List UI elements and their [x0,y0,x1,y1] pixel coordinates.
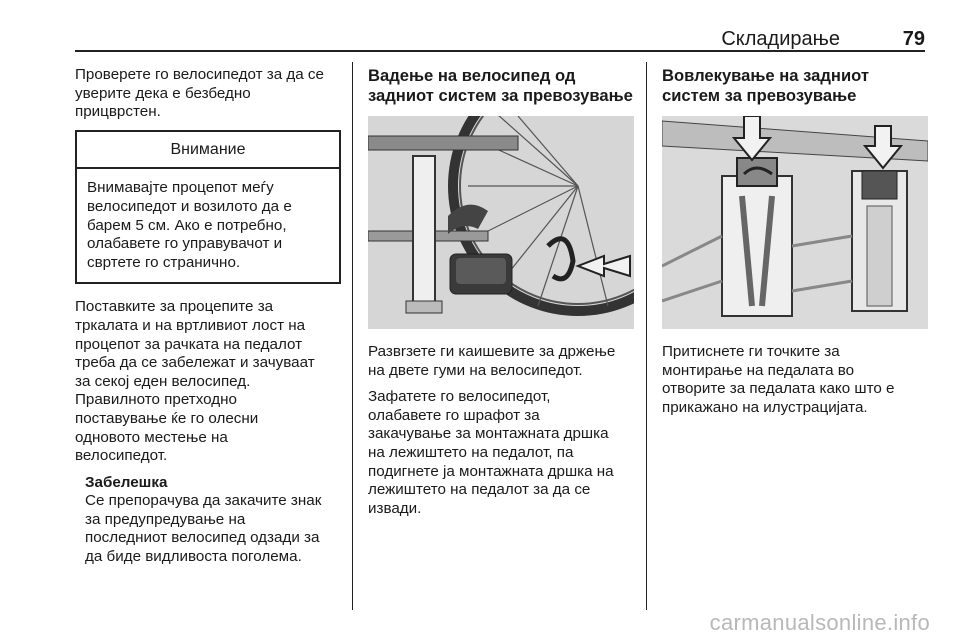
warning-title: Внимание [77,132,339,170]
warning-box [75,130,341,285]
column-divider-2 [646,62,647,610]
pedal-mount-illustration [662,116,928,329]
watermark: carmanualsonline.info [709,610,930,635]
page-number: 79 [902,28,925,50]
note-block [85,474,341,567]
section-title: Складирање [721,28,840,50]
section-heading-removal: Вадење на велосипед од задниот систем за превозување [368,66,633,105]
warning-body: Внимавајте процепот меѓу велосипедот и возилото да е барем 5 см. Ако е потребно, олабавете го управувачот и свртете го странично. [87,179,292,271]
retraction-step-1: Притиснете ги точките за монтирање на педалата во отворите за педалата како што е прикажано на илустрацијата. [662,343,895,416]
note-body: Се препорачува да закачите знак за предупредување на последниот велосипед одзади за да биде видливоста поголема. [85,492,322,566]
column-divider-1 [352,62,353,610]
note-title: Забелешка [85,473,168,491]
column-1 [75,66,341,567]
header-divider [75,50,925,52]
intro-text: Проверете го велосипедот за да се уверите дека е безбедно прицврстен. [75,66,324,121]
column-2 [368,66,634,526]
bike-removal-illustration [368,116,634,329]
removal-step-1: Развrзете ги каишевите за држење на двете гуми на велосипедот. [368,343,616,379]
page-header [75,28,925,50]
removal-step-2: Зафатете го велосипедот, олабавете го шрафот за закачување за монтажната дршка на лежиштето на педалот, па подигнете ја монтажната дршка на лежиштето на педалот за да се извади. [368,388,614,517]
settings-paragraph: Поставките за процепите за тркалата и на вртливиот лост на процепот за рачката на педалот треба да се забележат и зачуваат за секој еден велосипед. Правилното претходно поставување ќе го олесни одновото местење на велосипедот. [75,298,315,465]
section-heading-retraction: Вовлекување на задниот систем за превозување [662,66,870,105]
column-3 [662,66,928,425]
